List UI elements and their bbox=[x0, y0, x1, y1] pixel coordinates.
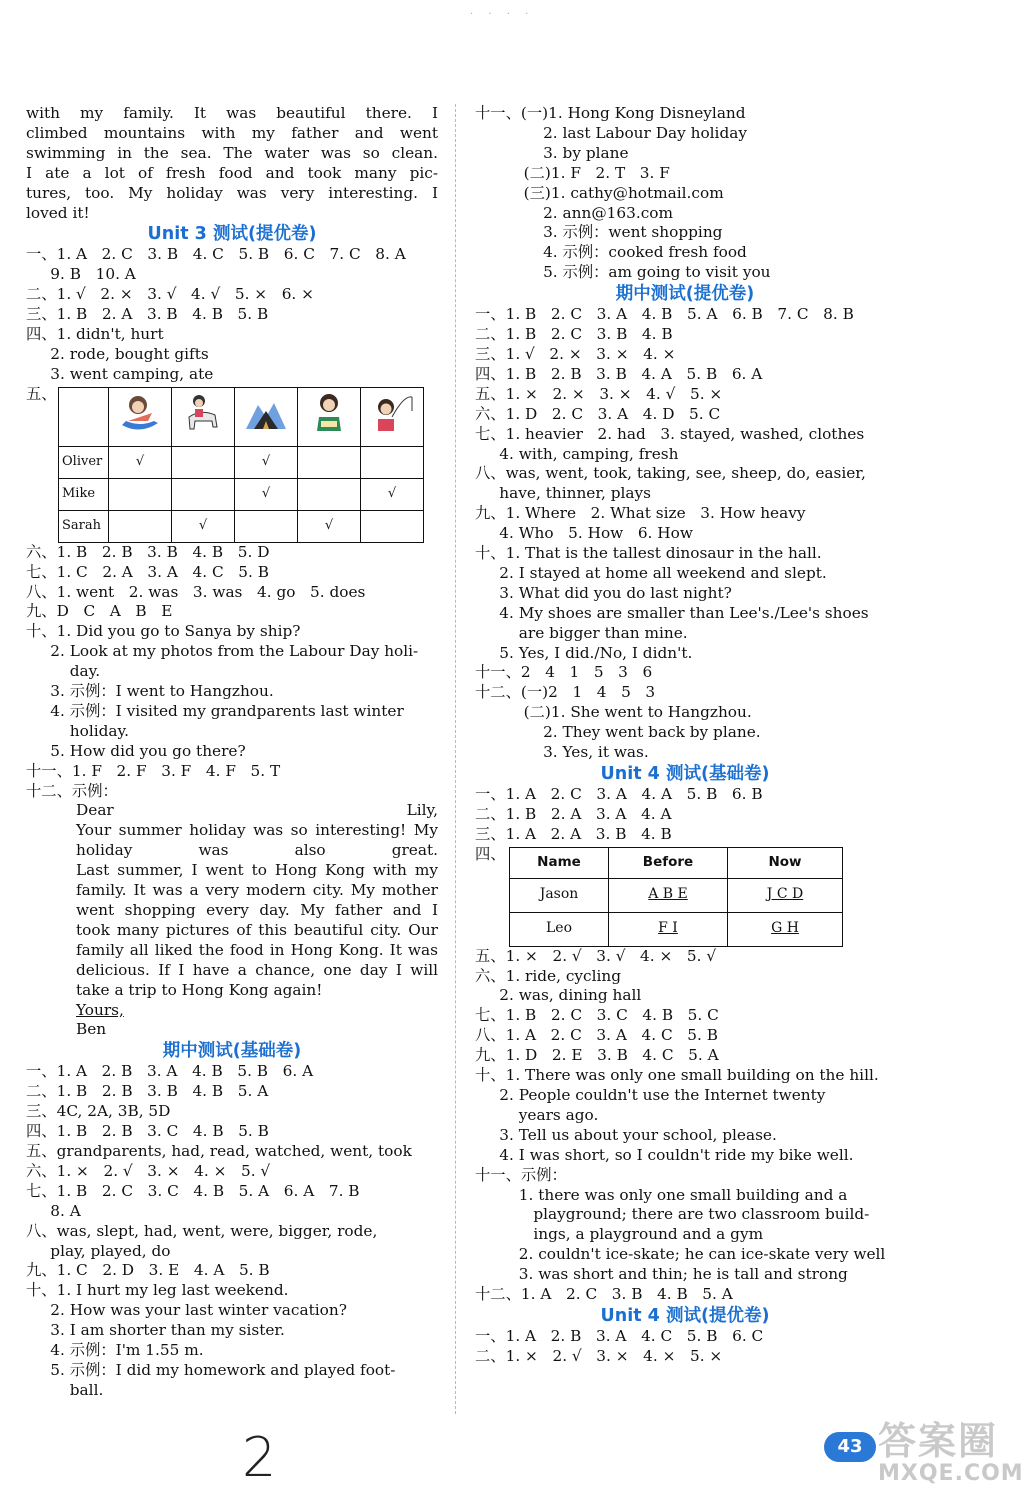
text-line: 二、1. √ 2. × 3. √ 4. √ 5. × 6. × bbox=[26, 285, 314, 304]
cell-now bbox=[728, 912, 843, 946]
text-line: 八、1. A 2. C 3. A 4. C 5. B bbox=[475, 1026, 718, 1045]
text-line: have, thinner, plays bbox=[475, 484, 652, 503]
text-line: 九、1. D 2. E 3. B 4. C 5. A bbox=[475, 1046, 719, 1065]
text-line: 五、1. × 2. × 3. × 4. √ 5. × bbox=[475, 384, 723, 403]
text-line: 3. by plane bbox=[475, 143, 629, 162]
table-header-row bbox=[510, 847, 843, 878]
watermark-logo-text: 答案圈 bbox=[878, 1419, 999, 1463]
answer-block bbox=[26, 543, 438, 802]
cell-before bbox=[609, 912, 728, 946]
text-line: (二)1. F 2. T 3. F bbox=[475, 163, 670, 182]
text-line: are bigger than mine. bbox=[475, 623, 688, 642]
text-line: 六、1. ride, cycling bbox=[475, 966, 622, 985]
text-line: 八、1. went 2. was 3. was 4. go 5. does bbox=[26, 582, 366, 601]
text-line: 九、1. Where 2. What size 3. How heavy bbox=[475, 504, 806, 523]
cell-mark: √ bbox=[361, 478, 424, 510]
cell-mark: √ bbox=[235, 446, 298, 478]
text-line: 十二、1. A 2. C 3. B 4. B 5. A bbox=[475, 1285, 733, 1304]
text-line: 2. was, dining hall bbox=[475, 986, 642, 1005]
text-line: 三、1. B 2. A 3. B 4. B 5. B bbox=[26, 305, 269, 324]
section-title-midterm-advanced: 期中测试(提优卷) bbox=[615, 284, 755, 305]
cell-mark: √ bbox=[298, 510, 361, 542]
text-line: 2. Look at my photos from the Labour Day holi- bbox=[26, 642, 419, 661]
text-line: 1. there was only one small building and a bbox=[475, 1185, 848, 1204]
section-title-unit4-basic: Unit 4 测试(基础卷) bbox=[600, 764, 770, 784]
text-line: 2. People couldn't use the Internet twenty bbox=[475, 1085, 826, 1104]
cell-now-text: J C D bbox=[766, 886, 804, 903]
text-line: 十一、1. F 2. F 3. F 4. F 5. T bbox=[26, 761, 281, 780]
activity-table bbox=[58, 387, 424, 543]
text-line: 2. couldn't ice-skate; he can ice-skate very well bbox=[475, 1245, 886, 1264]
text-line: (三)1. cathy@hotmail.com bbox=[475, 183, 724, 202]
text-line: 2. How was your last winter vacation? bbox=[26, 1301, 347, 1320]
text-line: playground; there are two classroom build- bbox=[475, 1205, 870, 1224]
text-line: loved it! bbox=[26, 203, 90, 222]
picture-row bbox=[59, 387, 424, 446]
text-line: (二)1. She went to Hangzhou. bbox=[475, 703, 752, 722]
table-row bbox=[510, 912, 843, 946]
text-line: 5. 示例：am going to visit you bbox=[475, 263, 771, 282]
text-line: 六、1. D 2. C 3. A 4. D 5. C bbox=[475, 404, 721, 423]
text-line: 二、1. B 2. B 3. B 4. B 5. A bbox=[26, 1082, 269, 1101]
text-line: 一、1. A 2. C 3. A 4. A 5. B 6. B bbox=[475, 785, 763, 803]
text-line: 七、1. C 2. A 3. A 4. C 5. B bbox=[26, 562, 269, 581]
text-line: Dear Lily, bbox=[76, 801, 438, 820]
cell-before-text: A B E bbox=[648, 886, 688, 903]
text-line: holiday was also great. bbox=[76, 841, 438, 860]
answer-block bbox=[475, 785, 895, 845]
closing-yours: Yours, bbox=[76, 1000, 124, 1019]
cell-name: Mike bbox=[59, 478, 109, 510]
text-line: tures, too. My holiday was very interesting. I bbox=[26, 183, 438, 202]
text-line: 五、1. × 2. √ 3. √ 4. × 5. √ bbox=[475, 946, 717, 965]
text-line: 5. How did you go there? bbox=[26, 741, 246, 760]
answer-block bbox=[26, 1062, 438, 1400]
text-line: 四、1. B 2. B 3. B 4. A 5. B 6. A bbox=[475, 364, 763, 383]
text-line: 二、1. B 2. C 3. B 4. B bbox=[475, 325, 673, 344]
cell-name: Sarah bbox=[59, 510, 109, 542]
text-line: 五、grandparents, had, read, watched, went, took bbox=[26, 1141, 412, 1160]
text-line: 4. 示例：I'm 1.55 m. bbox=[26, 1341, 204, 1360]
text-line: day. bbox=[26, 662, 101, 681]
text-line: 一、1. A 2. B 3. A 4. C 5. B 6. C bbox=[475, 1326, 764, 1345]
text-line: 二、1. B 2. A 3. A 4. A bbox=[475, 804, 672, 823]
text-line: climbed mountains with my father and went bbox=[26, 123, 438, 142]
text-line: 八、was, went, took, taking, see, sheep, do, easier, bbox=[475, 464, 866, 483]
text-line: delicious. If I have a chance, one day I will bbox=[76, 960, 438, 979]
cell-mark bbox=[109, 510, 172, 542]
text-line: 3. went camping, ate bbox=[26, 364, 214, 383]
text-line: 十一、2 4 1 5 3 6 bbox=[475, 663, 653, 682]
text-line: 十、1. That is the tallest dinosaur in the hall. bbox=[475, 544, 822, 563]
text-line: 七、1. heavier 2. had 3. stayed, washed, clothes bbox=[475, 424, 865, 443]
text-line: 5. 示例：I did my homework and played foot- bbox=[26, 1360, 396, 1379]
text-line: 3. I am shorter than my sister. bbox=[26, 1321, 285, 1340]
text-line: Last summer, I went to Hong Kong with my bbox=[76, 861, 438, 880]
text-line: 9. B 10. A bbox=[26, 265, 136, 284]
picture-horse-riding bbox=[172, 387, 235, 446]
text-line: years ago. bbox=[475, 1105, 599, 1124]
text-line: 3. Tell us about your school, please. bbox=[475, 1125, 777, 1144]
left-column bbox=[26, 104, 438, 1401]
answer-block bbox=[26, 245, 438, 384]
text-line: 十、1. There was only one small building on the hill. bbox=[475, 1066, 879, 1085]
text-line: 3. Yes, it was. bbox=[475, 743, 649, 762]
cell-mark: √ bbox=[172, 510, 235, 542]
text-line: 4. I was short, so I couldn't ride my bike well. bbox=[475, 1145, 854, 1164]
text-line: Your summer holiday was so interesting! My bbox=[76, 821, 438, 840]
letter-closing bbox=[26, 1001, 438, 1021]
answer-block bbox=[475, 947, 895, 1305]
text-line: 3. What did you do last night? bbox=[475, 583, 732, 602]
text-line: 七、1. B 2. C 3. C 4. B 5. A 6. A 7. B bbox=[26, 1181, 360, 1200]
text-line: ball. bbox=[26, 1380, 104, 1399]
top-dots: . . . . bbox=[470, 6, 535, 17]
text-line: 十一、示例： bbox=[475, 1165, 567, 1184]
text-line: 七、1. B 2. C 3. C 4. B 5. C bbox=[475, 1006, 719, 1025]
text-line: 八、was, slept, had, went, were, bigger, rode, bbox=[26, 1221, 378, 1240]
cell-before-text: F I bbox=[658, 920, 678, 937]
text-line: took many pictures of this beautiful city. Our bbox=[76, 920, 438, 939]
answer-block bbox=[475, 104, 895, 283]
cell-now-text: G H bbox=[771, 920, 799, 937]
cell-mark bbox=[172, 478, 235, 510]
text-line: 九、D C A B E bbox=[26, 602, 173, 621]
text-line: 4. Who 5. How 6. How bbox=[475, 524, 693, 543]
text-line: 一、1. A 2. B 3. A 4. B 5. B 6. A bbox=[26, 1062, 314, 1081]
text-line: play, played, do bbox=[26, 1241, 171, 1260]
cell-mark bbox=[172, 446, 235, 478]
text-line: 2. They went back by plane. bbox=[475, 723, 761, 742]
cell-mark bbox=[298, 478, 361, 510]
table-row bbox=[59, 510, 424, 542]
text-line: 三、4C, 2A, 3B, 5D bbox=[26, 1102, 171, 1121]
text-line: family. It was a very modern city. My mother bbox=[76, 881, 438, 900]
text-line: 十一、(一)1. Hong Kong Disneyland bbox=[475, 104, 746, 122]
text-line: 四、1. didn't, hurt bbox=[26, 325, 164, 344]
cell-mark bbox=[361, 446, 424, 478]
text-line: 一、1. B 2. C 3. A 4. B 5. A 6. B 7. C 8. B bbox=[475, 305, 854, 324]
question-label: 五、 bbox=[26, 384, 57, 403]
page-number-badge: 43 bbox=[824, 1432, 876, 1462]
text-line: 九、1. C 2. D 3. E 4. A 5. B bbox=[26, 1261, 270, 1280]
text-line: 2. rode, bought gifts bbox=[26, 344, 209, 363]
text-line: 六、1. × 2. √ 3. × 4. × 5. √ bbox=[26, 1161, 271, 1180]
sample-letter bbox=[26, 801, 438, 1000]
answer-block bbox=[475, 305, 895, 763]
picture-fishing bbox=[361, 387, 424, 446]
cell-mark bbox=[109, 478, 172, 510]
text-line: 2. I stayed at home all weekend and slept. bbox=[475, 563, 827, 582]
text-line: 三、1. √ 2. × 3. × 4. × bbox=[475, 344, 676, 363]
column-divider bbox=[455, 104, 456, 1414]
header-now: Now bbox=[728, 847, 843, 878]
text-line: 4. with, camping, fresh bbox=[475, 444, 679, 463]
cell-now bbox=[728, 878, 843, 912]
right-column bbox=[475, 104, 895, 1367]
text-line: holiday. bbox=[26, 721, 129, 740]
question-label: 四、 bbox=[475, 844, 506, 863]
text-line: 3. 示例：went shopping bbox=[475, 223, 723, 242]
table-row bbox=[59, 446, 424, 478]
text-line: 8. A bbox=[26, 1201, 81, 1220]
text-line: went shopping every day. My father and I bbox=[76, 901, 438, 919]
text-line: 4. My shoes are smaller than Lee's./Lee's shoes bbox=[475, 603, 869, 622]
picture-boating bbox=[109, 387, 172, 446]
cell-name: Jason bbox=[510, 878, 609, 912]
table-row bbox=[59, 478, 424, 510]
cell-mark bbox=[235, 510, 298, 542]
before-now-table bbox=[509, 847, 843, 947]
text-line: I ate a lot of fresh food and took many pic- bbox=[26, 163, 438, 182]
watermark bbox=[878, 1410, 1024, 1486]
text-line: 3. was short and thin; he is tall and strong bbox=[475, 1265, 848, 1284]
handwritten-number: 2 bbox=[242, 1426, 277, 1489]
section-title-midterm-basic: 期中测试(基础卷) bbox=[162, 1041, 302, 1062]
empty-cell bbox=[59, 387, 109, 446]
text-line: 2. last Labour Day holiday bbox=[475, 123, 747, 142]
text-line: 十、1. I hurt my leg last weekend. bbox=[26, 1281, 289, 1300]
cell-name: Oliver bbox=[59, 446, 109, 478]
cell-name: Leo bbox=[510, 912, 609, 946]
cell-mark bbox=[361, 510, 424, 542]
section-title-unit4-advanced: Unit 4 测试(提优卷) bbox=[600, 1305, 770, 1326]
text-line: 十、1. Did you go to Sanya by ship? bbox=[26, 622, 301, 641]
answer-block bbox=[475, 1327, 895, 1367]
text-line: family all liked the food in Hong Kong. It was bbox=[76, 940, 438, 959]
text-line: 六、1. B 2. B 3. B 4. B 5. D bbox=[26, 542, 270, 561]
intro-paragraph bbox=[26, 104, 438, 223]
letter-signature: Ben bbox=[76, 1020, 107, 1039]
text-line: take a trip to Hong Kong again! bbox=[76, 980, 323, 999]
cell-mark: √ bbox=[235, 478, 298, 510]
text-line: 4. 示例：I visited my grandparents last winter bbox=[26, 701, 404, 720]
table-row bbox=[510, 878, 843, 912]
text-line: 一、1. A 2. C 3. B 4. C 5. B 6. C 7. C 8. A bbox=[26, 245, 406, 264]
header-before: Before bbox=[609, 847, 728, 878]
text-line: 4. 示例：cooked fresh food bbox=[475, 243, 747, 262]
text-line: 2. ann@163.com bbox=[475, 203, 673, 222]
text-line: 3. 示例：I went to Hangzhou. bbox=[26, 682, 274, 701]
picture-camping bbox=[235, 387, 298, 446]
text-line: 十二、(一)2 1 4 5 3 bbox=[475, 683, 656, 702]
cell-mark bbox=[298, 446, 361, 478]
text-line: 四、1. B 2. B 3. C 4. B 5. B bbox=[26, 1122, 269, 1141]
text-line: 二、1. × 2. √ 3. × 4. × 5. × bbox=[475, 1346, 723, 1365]
cell-before bbox=[609, 878, 728, 912]
section-title-unit3-advanced: Unit 3 测试(提优卷) bbox=[147, 224, 317, 245]
text-line: 三、1. A 2. A 3. B 4. B bbox=[475, 824, 672, 843]
picture-girl-reading bbox=[298, 387, 361, 446]
text-line: 5. Yes, I did./No, I didn't. bbox=[475, 643, 693, 662]
watermark-url: MXQE.COM bbox=[878, 1461, 1024, 1486]
cell-mark: √ bbox=[109, 446, 172, 478]
text-line: 十二、示例： bbox=[26, 781, 118, 800]
text-line: ings, a playground and a gym bbox=[475, 1225, 764, 1244]
text-line: with my family. It was beautiful there. I bbox=[26, 104, 438, 122]
text-line: swimming in the sea. The water was so clean. bbox=[26, 143, 438, 162]
header-name: Name bbox=[510, 847, 609, 878]
